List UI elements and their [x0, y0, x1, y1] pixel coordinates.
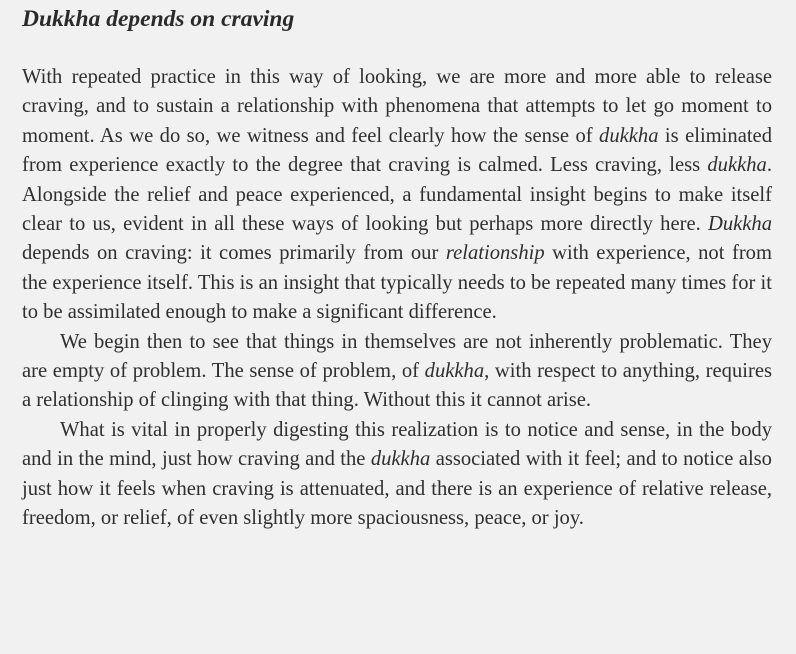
text-run: . Alongside the relief and peace experienced, a fundamental insight begins to make itself clear to us, evident in all these ways of looking but perhaps more directly here. [22, 154, 772, 236]
text-run: with experience, not from the experience itself. This is an insight that typically needs to be repeated many times for it to be assimilated enough to make a significant difference. [22, 242, 772, 324]
text-run: is eliminated from experience exactly to the degree that craving is calmed. Less craving, less [22, 124, 772, 177]
text-run: We begin then to see that things in themselves are not inherently problematic. They are empty of problem. The sense of problem, of [22, 330, 772, 383]
italic-term: dukkha [707, 154, 767, 177]
text-run: , with respect to anything, requires a relationship of clinging with that thing. Without this it cannot arise. [22, 360, 772, 412]
paragraph [22, 63, 772, 328]
italic-term: dukkha [599, 124, 659, 147]
italic-term: Dukkha [707, 213, 772, 236]
italic-term: dukkha [370, 448, 431, 471]
text-run: depends on craving: it comes primarily from our [22, 242, 446, 265]
text-run: associated with it feel; and to notice also just how it feels when craving is attenuated, and there is an experience of relative release, freedom, or relief, of even slightly more spaciousness, peace, or joy. [22, 448, 772, 530]
paragraph [22, 328, 772, 416]
text-run: With repeated practice in this way of looking, we are more and more able to release craving, and to sustain a relationship with phenomena that attempts to let go moment to moment. As we do so, we witness and feel clearly how the sense of [22, 66, 772, 147]
text-run: What is vital in properly digesting this realization is to notice and sense, in the body and in the mind, just how craving and the [22, 418, 772, 471]
italic-term: dukkha [424, 360, 485, 383]
italic-term: relationship [445, 242, 545, 265]
body-text [22, 63, 772, 534]
section-heading: Dukkha depends on craving [22, 6, 295, 32]
paragraph [22, 416, 772, 534]
